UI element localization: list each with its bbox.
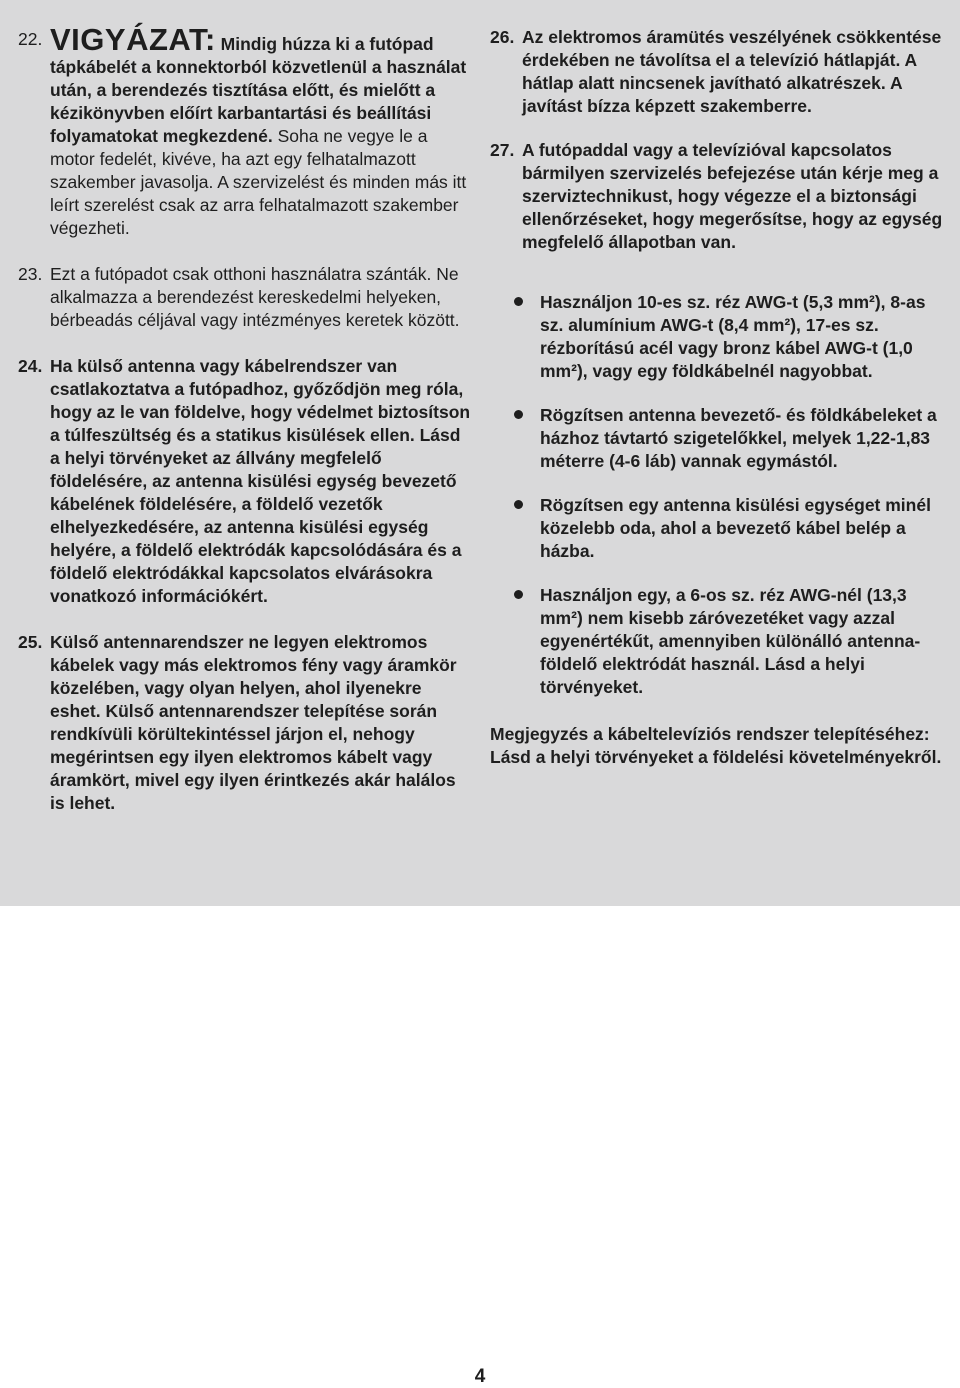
bullet-icon xyxy=(514,500,523,509)
instruction-23 xyxy=(18,263,473,332)
instruction-text: Az elektromos áramütés veszélyének csökkentése érdekében ne távolítsa el a televízió hátlapját. A hátlap alatt nincsenek javítható alkatrészek. A javítást bízza képzett szakemberre. xyxy=(522,27,942,116)
instruction-27 xyxy=(490,139,945,254)
left-column xyxy=(18,22,473,815)
page-number: 4 xyxy=(474,1366,486,1387)
instruction-text: Ezt a futópadot csak otthoni használatra szánták. Ne alkalmazza a berendezést kereskedelmi helyeken, bérbeadás céljával vagy intézményes keretek között. xyxy=(50,264,460,330)
item-number: 26. xyxy=(490,27,515,47)
instruction-22 xyxy=(18,22,473,240)
right-column xyxy=(490,26,945,769)
list-item xyxy=(490,291,945,383)
bullet-icon xyxy=(514,410,523,419)
item-number: 27. xyxy=(490,140,515,160)
bullet-text: Rögzítsen egy antenna kisülési egységet minél közelebb oda, ahol a bevezető kábel belép a házba. xyxy=(540,495,931,561)
instruction-25 xyxy=(18,631,473,815)
bullet-icon xyxy=(514,297,523,306)
warning-word: VIGYÁZAT: xyxy=(50,22,216,57)
item-number: 23. xyxy=(18,264,43,284)
instruction-text: Ha külső antenna vagy kábelrendszer van csatlakoztatva a futópadhoz, győződjön meg róla, hogy az le van földelve, hogy védelmet biztosítson a túlfeszültség és a statikus kisülések ellen. Lásd a helyi törvényeket az állvány megfelelő földelésére, az antenna kisülési egység bevezető kábelének földelésére, a földelő vezetők elhelyezkedésére, az antenna kisülési egység helyére, a földelő elektródák kapcsolódására és a földelő elektródákkal kapcsolatos elvárásokra vonatkozó információkért. xyxy=(50,356,471,606)
grounding-bullet-list xyxy=(490,291,945,699)
instruction-26 xyxy=(490,26,945,118)
list-item xyxy=(490,584,945,699)
instruction-text xyxy=(50,22,473,240)
list-item xyxy=(490,404,945,473)
instruction-text: Külső antennarendszer ne legyen elektromos kábelek vagy más elektromos fény vagy áramkör közelében, vagy olyan helyen, ahol ilyenekre eshet. Külső antennarendszer telepítése során rendkívüli körültekintéssel járjon el, nehogy megérintsen egy ilyen elektromos kábelt vagy áramkört, mivel egy ilyen érintkezés akár halálos is lehet. xyxy=(50,632,457,813)
warning-text: Mindig húzza ki a futópad tápkábelét a konnektorból közvetlenül a használat után, a berendezés tisztítása előtt, és mielőtt a kézikönyvben előírt karbantartási és beállítási folyamatokat megkezdené. xyxy=(50,34,467,146)
item-number: 22. xyxy=(18,29,43,49)
bullet-text: Rögzítsen antenna bevezető- és földkábeleket a házhoz távtartó szigetelőkkel, melyek 1,22-1,83 méterre (4-6 láb) vannak egymástól. xyxy=(540,405,937,471)
item-number: 25. xyxy=(18,632,43,652)
warning-text-normal: Soha ne vegye le a motor fedelét, kivéve, ha azt egy felhatalmazott szakember javasolja. A szervizelést és minden más itt leírt szerelést csak az arra felhatalmazott szakember végezheti. xyxy=(50,126,467,238)
list-item xyxy=(490,494,945,563)
item-number: 24. xyxy=(18,356,43,376)
bullet-text: Használjon egy, a 6-os sz. réz AWG-nél (13,3 mm²) nem kisebb záróvezetéket vagy azzal egyenértékűt, amennyiben különálló antenna-földelő elektródát használ. Lásd a helyi törvényeket. xyxy=(540,585,921,697)
bullet-text: Használjon 10-es sz. réz AWG-t (5,3 mm²), 8-as sz. alumínium AWG-t (8,4 mm²), 17-es sz. rézborítású acél vagy bronz kábel AWG-t (1,0 mm²), vagy egy földkábelnél nagyobbat. xyxy=(540,292,926,381)
bullet-icon xyxy=(514,590,523,599)
instruction-text: A futópaddal vagy a televízióval kapcsolatos bármilyen szervizelés befejezése után kérje meg a szerviztechnikust, hogy végezze el a biztonsági ellenőrzéseket, hogy megerősítse, hogy az egység megfelelő állapotban van. xyxy=(522,140,943,252)
instruction-24 xyxy=(18,355,473,608)
cable-tv-note: Megjegyzés a kábeltelevíziós rendszer telepítéséhez: Lásd a helyi törvényeket a földelési követelményekről. xyxy=(490,724,942,767)
